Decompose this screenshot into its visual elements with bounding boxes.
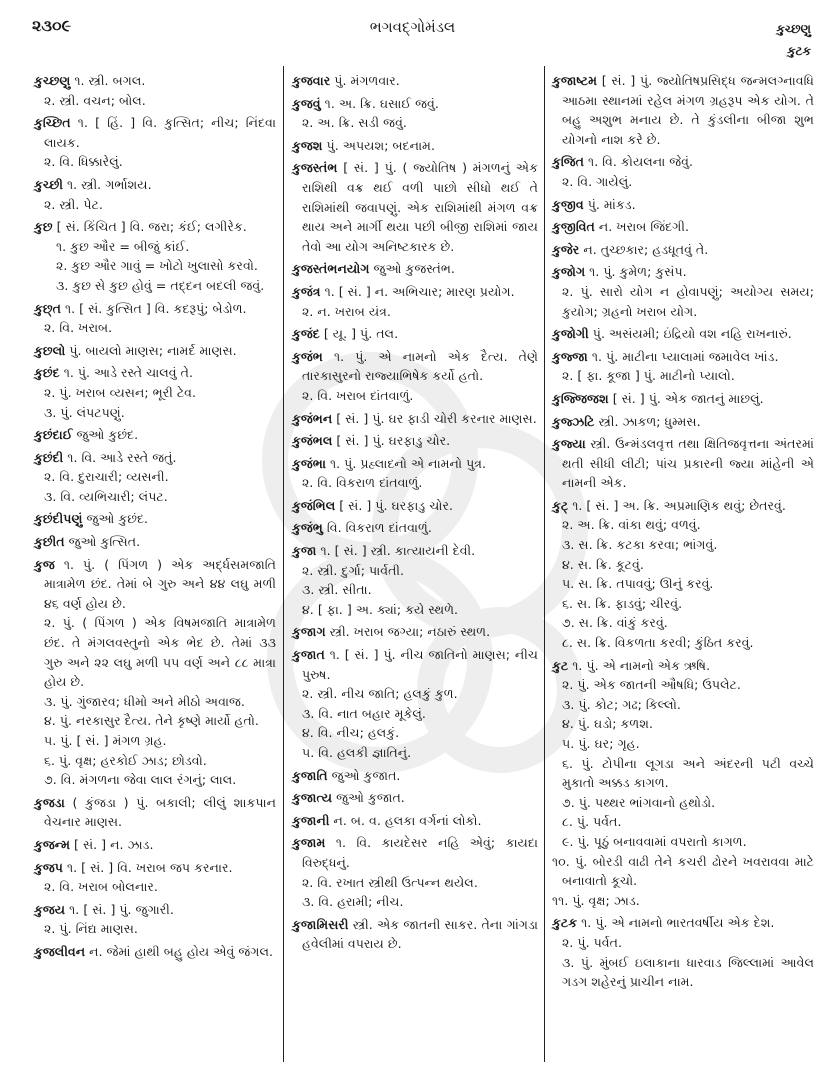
dictionary-entry [552, 347, 814, 367]
sense-definition: ૨. વિ. ધિક્કારેલું. [44, 154, 123, 170]
sense-definition: ૪. પું. ઘડો; કળશ. [562, 716, 653, 732]
headword: કુછંદાઈ [34, 427, 73, 443]
definition: ૧. [ સં. કુત્સિત ] વિ. કદરૂપું; બેડોળ. [65, 300, 247, 316]
sense-definition: ૩. પું. લંપટપણું. [44, 404, 125, 420]
definition: સ્ત્રી. ખરાબ જગ્યા; નઠારું સ્થળ. [329, 624, 491, 640]
dictionary-entry [34, 900, 276, 920]
dictionary-entry [292, 788, 538, 808]
headword: કુજંભ [292, 348, 323, 364]
definition: ૧. અ. ક્રિ. ઘસાઈ જવું. [324, 95, 439, 111]
definition: વિ. વિકરાળ દાંતવાળું. [326, 520, 432, 536]
dictionary-entry [552, 913, 814, 933]
sense-definition: ૪. વિ. નીચ; હલકું. [302, 725, 400, 741]
sense-definition: ૨. વિ. વિકરાળ દાંતવાળું. [302, 475, 423, 491]
column-divider [544, 66, 545, 1062]
headword: કુજંભન [292, 410, 333, 426]
headword: કુજાત [292, 647, 325, 663]
headword: કુચ્છી [34, 176, 63, 192]
sense-definition: ૨. વિ. ખરાબ બોલનાર. [44, 879, 158, 895]
headword: કુજાષ્ટમ [552, 73, 597, 88]
definition: પું. બાયલો માણસ; નામર્દ માણસ. [69, 342, 237, 358]
definition: ૧. વિ. કોયલના જેવું. [588, 154, 694, 170]
sense-definition: ૫. પું. ઘર; ગૃહ. [562, 736, 640, 751]
definition: સ્ત્રી. ઉન્મંડલવૃત્ત તથા ક્ષિતિજવૃત્તના અંતરમાં થતી સીધી લીટી; પાંચ પ્રકારની જ્યા માંહેની એ નામની એક. [562, 436, 814, 491]
headword: કુજાતિ [292, 767, 328, 783]
definition: પું. અપયશ; બદનામ. [326, 137, 435, 153]
definition: જુઓ કુજાત. [331, 767, 401, 783]
guide-word-last: કુટક [787, 44, 811, 58]
sense-definition: ૨. ન. ખરાબ યંત્ર. [302, 303, 391, 319]
dictionary-entry [552, 412, 814, 432]
page-title: ભગવદ્ગોમંડલ [369, 18, 456, 36]
definition: [ સં. ] પું. એક જાતનું માછલું. [612, 390, 764, 406]
definition: ૧. [ સં. ] સ્ત્રી. કાત્યાયની દેવી. [320, 543, 476, 559]
sense-definition: ૨. સ્ત્રી. પેટ. [44, 196, 103, 212]
headword: કુજાગ [292, 624, 326, 640]
headword: કુજ્યા [552, 436, 586, 452]
dictionary-entry [552, 434, 814, 493]
page-number: ૨૩૦૯ [32, 16, 72, 35]
dictionary-entry [292, 324, 538, 344]
definition: ( કુંજડા ) પું. બકાલી; લીલું શાકપાન વેચનાર માણસ. [44, 794, 276, 830]
dictionary-entry [292, 811, 538, 831]
sense-definition: ૨. પું. નિંદ્ય માણસ. [44, 921, 138, 937]
definition: ન. ખરાબ જિંદગી. [598, 219, 689, 235]
sense-definition: ૪. પું. નરકાસુર દૈત્ય. તેને કૃષ્ણે માર્યો હતો. [44, 713, 259, 729]
dictionary-entry [34, 113, 276, 152]
headword: કુજીવ [552, 196, 584, 212]
headword: કુજલીવન [34, 943, 86, 959]
definition: ન. જેમાં હાથી બહુ હોય એવું જંગલ. [89, 943, 274, 959]
headword: કુજંત્ર [292, 283, 321, 299]
headword: કુજડા [34, 794, 65, 810]
sense-definition: ૨. વિ. ગાયેલું. [562, 173, 633, 189]
headword: કુજવું [292, 95, 321, 111]
sense-definition: ૨. સ્ત્રી. દુર્ગા; પાર્વતી. [302, 562, 405, 578]
sense-definition: ૬. પું. ટોપીના લૂગડા અને અંદરની પટી વચ્ચે મુકાતો અક્કડ કાગળ. [562, 755, 814, 791]
headword: કુજંભા [292, 455, 326, 471]
column-divider [283, 66, 284, 1062]
definition: ૧. પું. ( પિંગળ ) એક અર્દ્ધસમજાતિ માત્રામેળ છંદ. તેમાં બે ગુરુ અને ૪૪ લઘુ મળી ૪૬ વર્ણ હોય છે. [44, 556, 276, 611]
headword: કુજામિસરી [292, 916, 349, 932]
dictionary-entry [34, 835, 276, 855]
sense-definition: ૨. વિ. ખરાબ. [44, 320, 113, 336]
definition: ન. બ. વ. હલકા વર્ગનાં લોકો. [333, 812, 482, 828]
column-2 [292, 68, 538, 954]
headword: કુજીવિત [552, 219, 595, 235]
definition: ૧. [ સં. ] વિ. ખરાબ જપ કરનાર. [67, 859, 233, 875]
sense-definition: ૨. પું. ( પિંગળ ) એક વિષમજાતિ માત્રામેળ છંદ. તે મંગલવસ્તુનો એક ભેદ છે. તેમાં ૩૩ ગુરુ અને ૨૨ લઘુ મળી ૫૫ વર્ણ અને ૮૮ માત્રા હોય છે. [44, 615, 276, 690]
definition: પું. મંગળવાર. [334, 73, 400, 88]
dictionary-entry [552, 71, 814, 149]
definition: ૧. [ સં. ] અ. ક્રિ. અપ્રમાણિક થવું; છેતરવું. [572, 497, 786, 513]
sense-definition: ૯. પું. પૂઠું બનાવવામાં વપરાતો કાગળ. [562, 833, 747, 849]
sense-definition: ૨. અ. ક્રિ. સડી જવું. [302, 115, 407, 131]
dictionary-entry [552, 262, 814, 282]
dictionary-entry [292, 622, 538, 642]
definition: ૧. પું. એ નામનો એક દૈત્ય. તેણે તારકાસુરનો રાજ્યાભિષેક કર્યો હતો. [302, 348, 538, 384]
dictionary-entry [552, 656, 814, 676]
dictionary-entry [292, 541, 538, 561]
dictionary-entry [292, 766, 538, 786]
definition: ૧. [ સં. ] પું. નીચ જાતિનો માણસ; નીચ પુરુષ. [302, 647, 538, 682]
definition: ૧. [ સં. ] પું. જુગારી. [69, 901, 174, 917]
guide-words [776, 18, 811, 62]
dictionary-entry [292, 454, 538, 474]
sense-definition: ૬. પું. વૃક્ષ; હરકોઈ ઝાડ; છોડવો. [44, 752, 207, 768]
sense-definition: ૫. પું. [ સં. ] મંગળ ગ્રહ. [44, 733, 167, 748]
definition: [ સં. કિંચિત ] વિ. જરા; કંઈ; લગીરેક. [56, 219, 247, 235]
dictionary-entry [292, 136, 538, 156]
usage-example: ૩. કુછ સે કુછ હોવું = તદ્દન બદલી જવું. [56, 277, 265, 293]
definition: [ સં. ] ન. ઝાડ. [74, 836, 154, 852]
definition: જુઓ કુત્સિત. [68, 534, 141, 550]
dictionary-entry [34, 341, 276, 361]
usage-example: ૧. કુછ ઔર = બીજું કાંઈ. [56, 238, 190, 254]
dictionary-entry [34, 425, 276, 445]
headword: કુછીત [34, 534, 65, 550]
sense-definition: ૨. અ. ક્રિ. વાંકા થવું; વળવું. [562, 517, 701, 533]
headword: કુજસ્તંભનયોગ [292, 261, 370, 277]
dictionary-entry [34, 448, 276, 468]
dictionary-entry [34, 217, 276, 237]
headword: કુટ્ [552, 497, 569, 513]
definition: જુઓ કુજાત. [336, 790, 405, 806]
headword: કુછ [34, 219, 53, 235]
headword: કુજવાર [292, 73, 331, 88]
dictionary-entry [552, 195, 814, 215]
sense-definition: ૨. વિ. દુરાચારી; વ્યસની. [44, 469, 169, 485]
definition: ૧. સ્ત્રી. ગર્ભાશય. [67, 176, 152, 192]
definition: ૧. પું. એ નામનો ભારતવર્ષીય એક દેશ. [581, 915, 775, 931]
sense-definition: ૨. પું. સારો યોગ ન હોવાપણું; અયોગ્ય સમય; કુયોગ; ગ્રહનો ખરાબ યોગ. [562, 283, 814, 319]
headword: કુજંભલ [292, 433, 333, 449]
sense-definition: ૬. સ. ક્રિ. ફાડવું; ચીરવું. [562, 595, 683, 611]
sense-definition: ૮. પું. પર્વત. [562, 814, 622, 830]
headword: કુજેર [552, 241, 580, 257]
dictionary-entry [552, 217, 814, 237]
sense-definition: ૮. સ. ક્રિ. વિકળતા કરવી; કુંઠિત કરવું. [562, 635, 754, 651]
sense-definition: ૨. સ્ત્રી. નીચ જાતિ; હલકું કુળ. [302, 686, 458, 702]
sense-definition: ૨. વિ. ખરાબ દાંતવાળું. [302, 387, 414, 403]
definition: ૧. સ્ત્રી. બગલ. [74, 73, 146, 88]
dictionary-entry [552, 240, 814, 260]
definition: [ સં. ] પું. ઘરફાડુ ચોર. [339, 497, 453, 513]
headword: કુચ્છણુ [34, 73, 71, 88]
definition: ૧. પું. એ નામનો એક ઋષિ. [572, 657, 711, 673]
dictionary-entry [34, 175, 276, 195]
sense-definition: ૨. પું. પર્વત. [562, 934, 622, 950]
sense-definition: ૩. સ. ક્રિ. કટકા કરવા; ભાંગવું. [562, 537, 718, 553]
dictionary-entry [34, 858, 276, 878]
definition: ૧. વિ. આડે રસ્તે જતું. [67, 449, 177, 465]
dictionary-entry [34, 793, 276, 832]
dictionary-entry [34, 299, 276, 319]
headword: કુજન્મ [34, 836, 71, 852]
definition: જુઓ કુછંદ. [76, 427, 139, 443]
definition: [ સં. ] પું. જ્યોતિષપ્રસિદ્ધ જન્મલગ્નાવધિ આઠમા સ્થાનમાં રહેલ મંગળ ગ્રહરૂપ એક યોગ. તે બહુ અશુભ મનાય છે. તે કુંડલીના બીજા શુભ યોગનો નાશ કરે છે. [562, 73, 814, 147]
sense-definition: ૪. [ ફા. ] અ. ક્યાં; કયે સ્થળે. [302, 601, 459, 617]
sense-definition: ૪. સ. ક્રિ. કૂટવું. [562, 556, 644, 572]
headword: કુજ્જા [552, 348, 588, 364]
usage-example: ૨. કુછ ઔર ગાવું = ખોટો ખુલાસો કરવો. [56, 258, 258, 274]
headword: કુજશ [292, 137, 323, 153]
sense-definition: ૧૧. પું. વૃક્ષ; ઝાડ. [552, 892, 640, 908]
guide-word-first: કુચ્છણુ [776, 22, 811, 36]
headword: કુજ્જિજશ [552, 390, 609, 406]
headword: કુજિત [552, 154, 585, 170]
headword: કુજંદ [292, 326, 320, 342]
definition: [ સં. ] પું. ઘરફાડુ ચોર. [336, 433, 451, 449]
sense-definition: ૩. સ્ત્રી. સીતા. [302, 582, 372, 598]
dictionary-entry [34, 942, 276, 962]
dictionary-entry [292, 259, 538, 279]
headword: કુજપ [34, 859, 63, 875]
dictionary-entry [292, 431, 538, 451]
definition: સ્ત્રી. ઝાકળ; ધુમ્મસ. [598, 413, 701, 429]
sense-definition: ૭. વિ. મંગળના જેવા લાલ રંગનું; લાલ. [44, 772, 237, 788]
dictionary-entry [292, 645, 538, 684]
dictionary-entry [292, 518, 538, 538]
definition: [ સં. ] પું. ઘર ફાડી ચોરી કરનાર માણસ. [336, 410, 537, 426]
definition: ૧. [ હિં. ] વિ. કુત્સિત; નીચ; નિંદવા લાયક. [44, 115, 276, 150]
definition: [ યૂ. ] પું. તલ. [323, 326, 399, 342]
sense-definition: ૧૦. પું. બોરડી વાઢી તેને કચરી ઢોરને ખવરાવવા માટે બનાવાતો કૂચો. [552, 853, 814, 889]
headword: કુટક [552, 915, 578, 931]
headword: કુચ્છિત [34, 115, 71, 131]
definition: જુઓ કુજસ્તંભ. [373, 261, 455, 277]
headword: કુજામ [292, 835, 326, 851]
definition: ૧. વિ. કાયદેસર નહિ એવું; કાયદા વિરુદ્ધનું. [302, 835, 538, 870]
dictionary-entry [292, 347, 538, 386]
definition: ૧. [ સં. ] ન. અભિચાર; મારણ પ્રયોગ. [324, 283, 515, 299]
definition: પું. માંકડ. [587, 196, 636, 212]
sense-definition: ૨. સ્ત્રી. વચન; બોલ. [44, 92, 146, 108]
dictionary-entry [552, 389, 814, 409]
dictionary-entry [292, 158, 538, 256]
headword: કુજસ્તંભ [292, 160, 338, 176]
headword: કુજા [292, 543, 317, 559]
dictionary-entry [34, 555, 276, 614]
dictionary-entry [34, 363, 276, 383]
definition: ૧. પું. માટીના પ્યાલામાં જમાવેલ ખાંડ. [591, 348, 779, 364]
dictionary-entry [34, 509, 276, 529]
dictionary-entry [292, 282, 538, 302]
headword: કુજોગી [552, 326, 589, 342]
headword: કુજાત્ય [292, 790, 333, 806]
headword: કુછંદીપણું [34, 511, 83, 527]
column-3 [552, 68, 814, 992]
sense-definition: ૫. વિ. હલકી જ્ઞાતિનું. [302, 745, 412, 760]
sense-definition: ૩. વિ. હરામી; નીચ. [302, 894, 404, 910]
headword: કુજ્ઝટિ [552, 413, 595, 429]
dictionary-entry [34, 71, 276, 91]
sense-definition: ૩. પું. મુંબઈ ઇલાકાના ધારવાડ જિલ્લામાં આવેલ ગડગ શહેરનું પ્રાચીન નામ. [562, 954, 814, 990]
definition: ૧. પું. પ્રહ્લાદનો એ નામનો પુત્ર. [329, 455, 486, 471]
sense-definition: ૩. વિ. નાત બહાર મૂકેલું. [302, 705, 426, 721]
definition: પું. અસંયમી; ઇંદ્રિયો વશ નહિ રાખનારું. [592, 326, 792, 342]
definition: જુઓ કુછંદ. [86, 511, 149, 527]
sense-definition: ૩. પું. કોટ; ગઢ; કિલ્લો. [562, 696, 681, 712]
dictionary-entry [552, 496, 814, 516]
headword: કુજોગ [552, 264, 586, 280]
headword: કુટ [552, 657, 569, 673]
dictionary-entry [552, 324, 814, 344]
definition: ૧. પું. કુમેળ; કુસંપ. [589, 264, 687, 280]
headword: કુજંભુ [292, 520, 323, 536]
column-1 [34, 68, 276, 962]
dictionary-entry [34, 532, 276, 552]
sense-definition: ૫. સ. ક્રિ. તપાવવું; ઊનું કરવું. [562, 576, 714, 592]
definition: [ સં. ] પું. ( જ્યોતિષ ) મંગળનું એક રાશિથી વક્ર થઈ વળી પાછો સીધો થઈ તે રાશિમાંથી જવાપણું. એક રાશિમાંથી મંગળ વક્ર થાય અને માર્ગી થયા પછી બીજી રાશિમાં જાય તેવો આ યોગ અનિષ્ટકારક છે. [302, 160, 538, 254]
definition: સ્ત્રી. એક જાતની સાકર. તેના ગાંગડા હવેલીમાં વપરાય છે. [302, 916, 538, 952]
dictionary-entry [292, 71, 538, 91]
sense-definition: ૭. સ. ક્રિ. વાંકું કરવું. [562, 615, 668, 631]
dictionary-entry [292, 833, 538, 872]
sense-definition: ૩. વિ. વ્યભિચારી; લંપટ. [44, 488, 168, 504]
sense-definition: ૩. પું. ગુંજારવ; ધીમો અને મીઠો અવાજ. [44, 693, 245, 709]
sense-definition: ૨. પું. ખરાબ વ્યસન; ભૂરી ટેવ. [44, 384, 196, 400]
definition: ૧. પું. આડે રસ્તે ચાલવું તે. [63, 365, 193, 381]
headword: કુજ [34, 556, 55, 572]
sense-definition: ૭. પું. પથ્થર ભાંગવાનો હથોડો. [562, 794, 716, 810]
headword: કુછંદ [34, 365, 60, 381]
definition: ન. તુચ્છકાર; હડધૂતવું તે. [583, 241, 709, 257]
sense-definition: ૨. પું. એક જાતની ઔષધિ; ઉપલેટ. [562, 677, 741, 693]
headword: કુછ્ત [34, 300, 61, 316]
headword: કુજંભિલ [292, 497, 336, 513]
sense-definition: ૨. વિ. રખાત સ્ત્રીથી ઉત્પન્ન થયેલ. [302, 874, 478, 890]
dictionary-entry [292, 915, 538, 954]
headword: કુછંદી [34, 449, 64, 465]
headword: કુજય [34, 901, 66, 917]
dictionary-entry [552, 152, 814, 172]
headword: કુછલો [34, 342, 66, 358]
headword: કુજાની [292, 812, 330, 828]
dictionary-entry [292, 94, 538, 114]
dictionary-entry [292, 409, 538, 429]
sense-definition: ૨. [ ફા. કૂજા ] પું. માટીનો પ્યાલો. [562, 368, 735, 384]
dictionary-entry [292, 496, 538, 516]
